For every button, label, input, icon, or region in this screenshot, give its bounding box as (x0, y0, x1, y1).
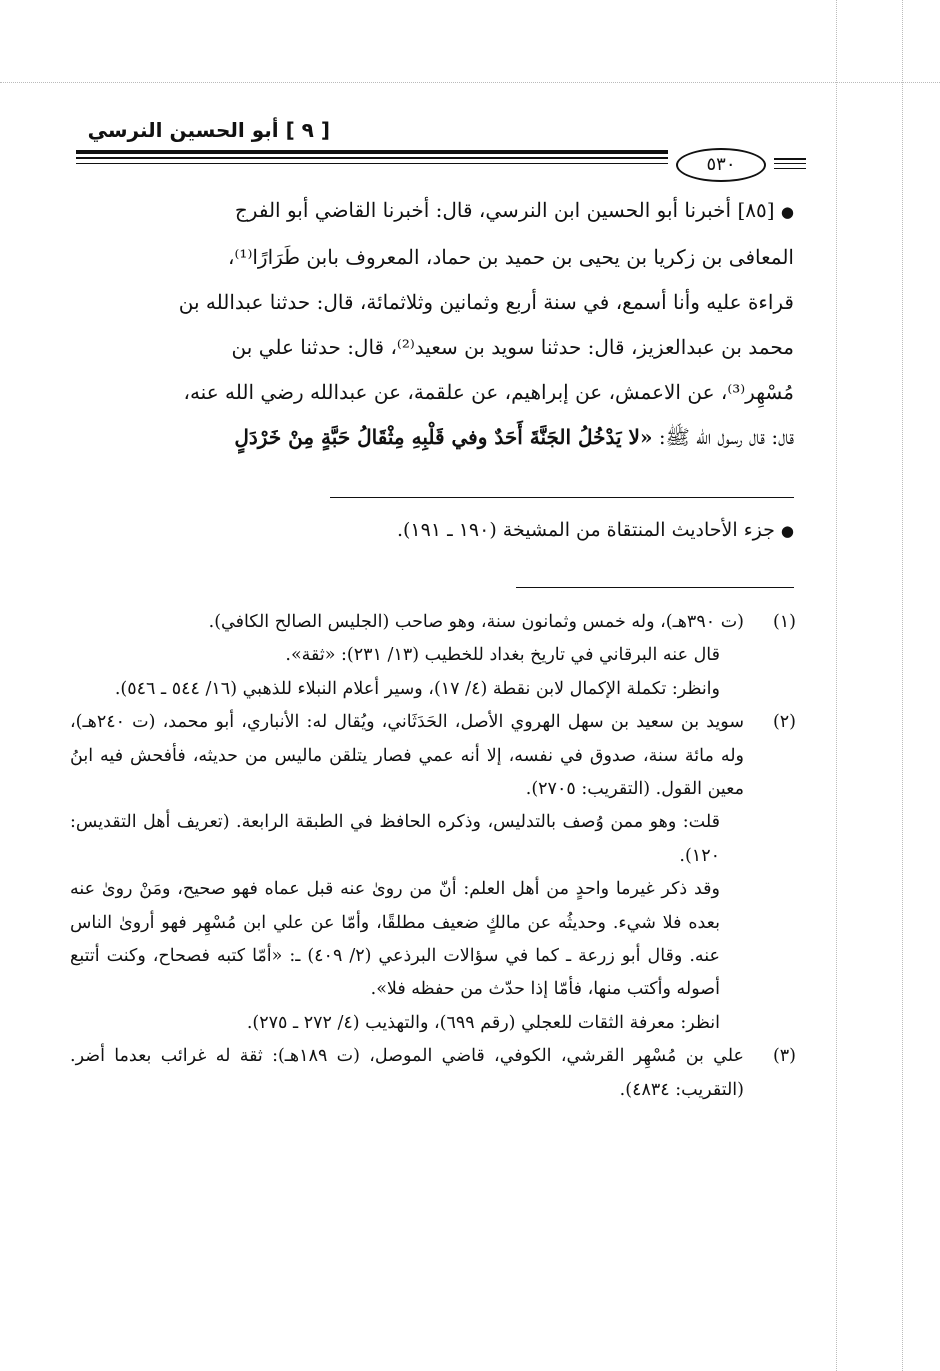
footnote-paragraph: (ت ٣٩٠هـ)، وله خمس وثمانون سنة، وهو صاحب (الجليس الصالح الكافي). (208, 612, 744, 632)
footnote-number: (٣) (772, 1046, 796, 1067)
footnotes (70, 606, 796, 1107)
header-rule-thin (76, 157, 668, 159)
footnote-number: (١) (772, 612, 796, 632)
text-line: محمد بن عبدالعزيز، قال: حدثنا سويد بن سعيد⁽²⁾، قال: حدثنا علي بن (231, 335, 794, 359)
running-title: [ ٩ ] أبو الحسين النرسي (87, 118, 330, 142)
footnote-paragraph: سويد بن سعيد بن سهل الهروي الأصل، الحَدَثَاني، ويُقال له: الأنباري، أبو محمد، (ت ٢٤٠هـ)، وله مائة سنة، صدوق في نفسه، إلا أنه عمي فصار يتلقن ماليس من حديثه، فأفحش فيه ابنُ معين القول. (التقريب: ٢٧٠٥). (70, 712, 744, 800)
text-line: قراءة عليه وأنا أسمع، في سنة أربع وثمانين وثلاثمائة، قال: حدثنا عبدالله بن (178, 290, 794, 314)
scan-edge-dots (902, 0, 903, 1371)
page-number: ٥٣٠ (676, 148, 766, 182)
source-note-text: جزء الأحاديث المنتقاة من المشيخة (١٩٠ ـ ١٩١). (396, 519, 775, 541)
footnote-paragraph: علي بن مُسْهِر القرشي، الكوفي، قاضي الموصل، (ت ١٨٩هـ): ثقة له غرائب بعدما أضر. (التقريب: ٤٨٣٤). (70, 1046, 744, 1100)
footnote-paragraph: وقد ذكر غيرما واحدٍ من أهل العلم: أنّ من روىٰ عنه قبل عماه فهو صحيح، ومَنْ روىٰ عنه بعده فلا شيء. وحديثُه عن مالكٍ ضعيف مطلقًا، وأمّا عن علي ابن مُسْهِر فهو أروىٰ الناس عنه. وقال أبو زرعة ـ كما في سؤالات البرذعي (٢/ ٤٠٩) ـ: «أمّا كتبه فصحاح، وكنت أتتبع أصوله وأكتب منها، فأمّا إذا حدّث من حفظه فلا». (70, 879, 720, 1000)
footnote-paragraph: قال عنه البرقاني في تاريخ بغداد للخطيب (١٣/ ٢٣١): «ثقة». (285, 645, 720, 666)
scan-edge-dots (0, 82, 940, 83)
footnote-number: (٢) (772, 712, 796, 733)
header-rule-right (774, 168, 806, 169)
header-rule-thin (76, 163, 668, 164)
hadith-number-line: [٨٥] أخبرنا أبو الحسين ابن النرسي، قال: أخبرنا القاضي أبو الفرج (234, 198, 775, 222)
text-line: مُسْهِر⁽³⁾، عن الاعمش، عن إبراهيم، عن علقمة، عن عبدالله رضي الله عنه، (183, 380, 794, 404)
text-line: المعافى بن زكريا بن يحيى بن حميد بن حماد، المعروف بابن طَرَارًا⁽¹⁾، (228, 245, 794, 269)
source-note (78, 512, 794, 549)
text-line (78, 415, 794, 460)
header-rule-thick (76, 150, 668, 154)
footnote (70, 706, 796, 1040)
footnote-paragraph: قلت: وهو ممن وُصف بالتدليس، وذكره الحافظ في الطبقة الرابعة. (تعريف أهل التقديس: ١٢٠). (70, 812, 720, 866)
header-rule-right (774, 163, 806, 164)
footnote-body (70, 706, 744, 1040)
footnote-paragraph: انظر: معرفة الثقات للعجلي (رقم ٦٩٩)، والتهذيب (٤/ ٢٧٢ ـ ٢٧٥). (246, 1012, 720, 1033)
footnote-paragraph: وانظر: تكملة الإكمال لابن نقطة (٤/ ١٧)، وسير أعلام النبلاء للذهبي (١٦/ ٥٤٤ ـ ٥٤٦). (114, 678, 720, 699)
hadith-text: «لا يَدْخُلُ الجَنَّةَ أَحَدٌ وفي قَلْبِهِ مِثْقَالُ حَبَّةٍ مِنْ خَرْدَلٍ (234, 425, 653, 449)
footnote-body (70, 1040, 744, 1107)
footnote (70, 606, 796, 706)
main-text (78, 188, 794, 460)
text-line (78, 188, 794, 235)
footnote-body (70, 606, 744, 706)
bullet-icon: ● (780, 203, 794, 221)
header-rule-right (774, 158, 806, 160)
section-divider (330, 497, 794, 498)
bullet-icon: ● (780, 522, 794, 540)
narration-prefix: قال: قال رسول الله ﷺ: (652, 425, 794, 449)
footnote-divider (516, 587, 794, 588)
footnote (70, 1040, 796, 1107)
scan-edge-dots (836, 0, 837, 1371)
